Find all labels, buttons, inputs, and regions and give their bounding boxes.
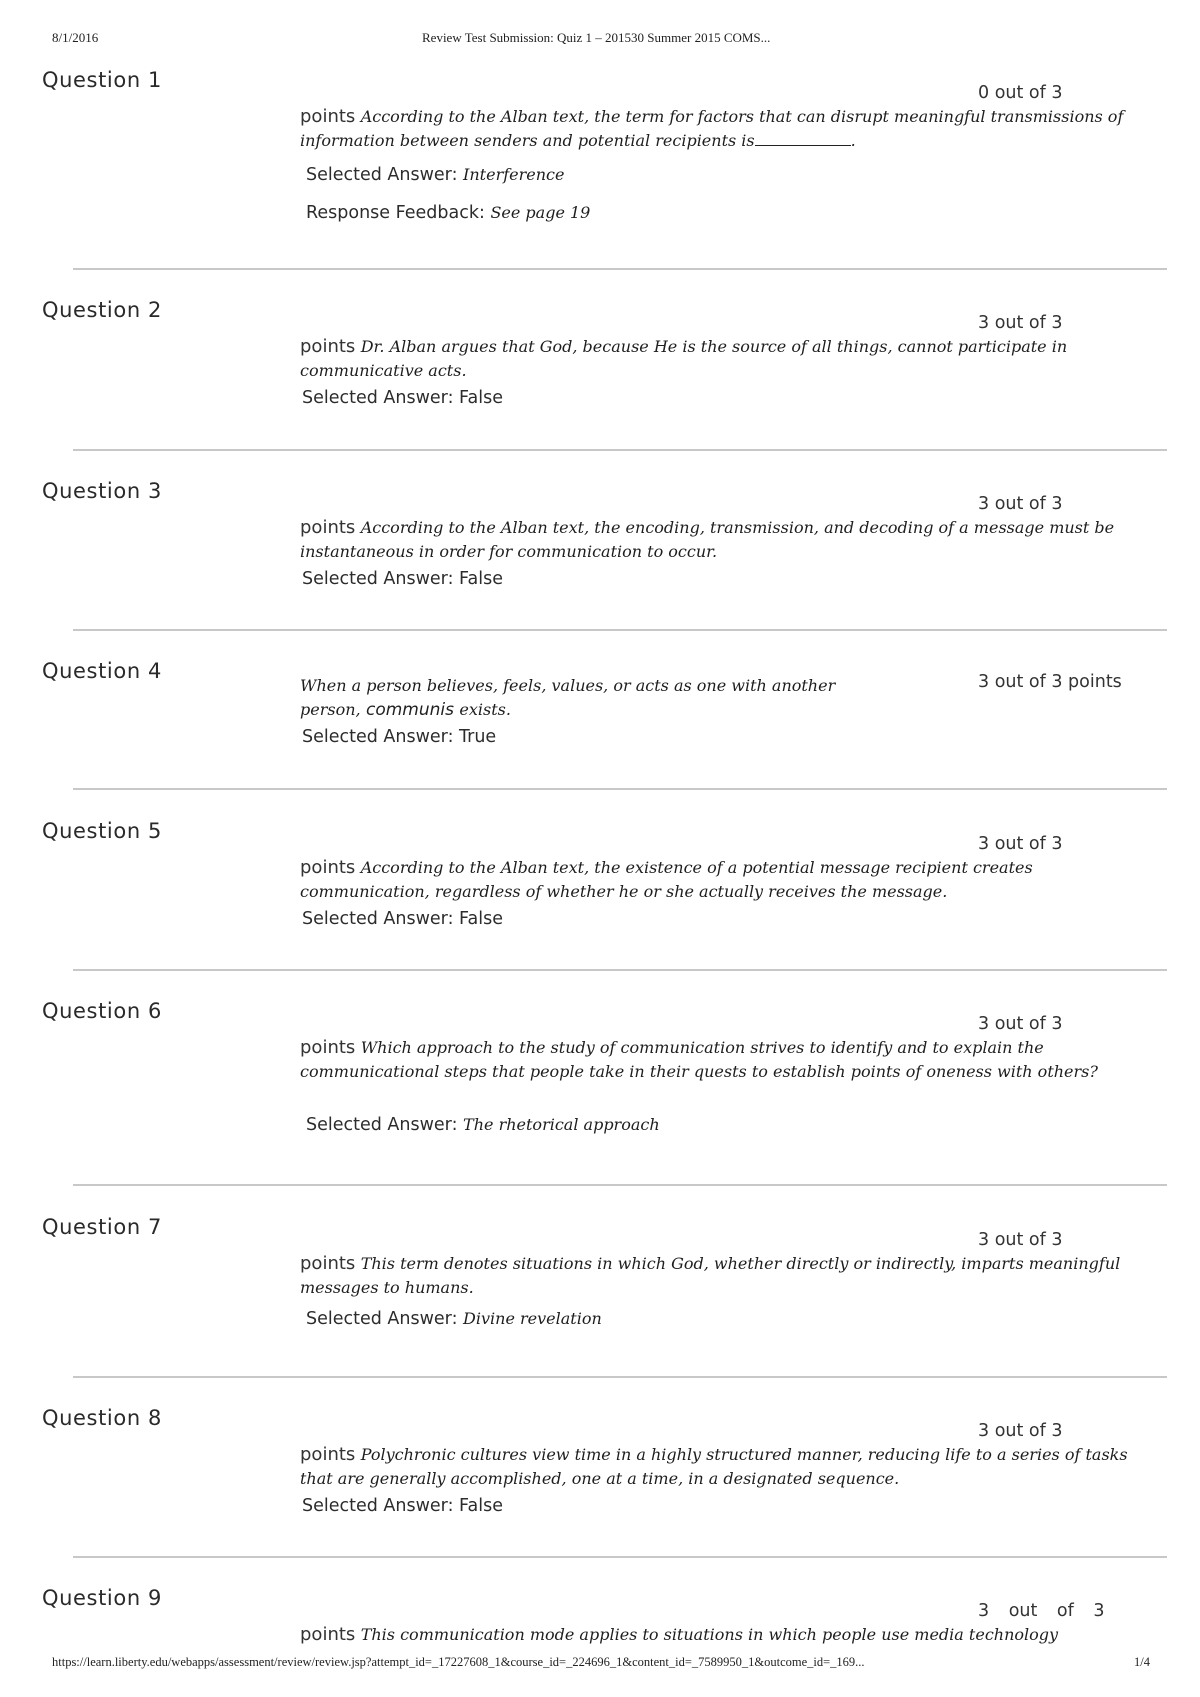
page-number: 1/4 [1134,1655,1150,1669]
selected-answer-value: Interference [463,165,565,184]
selected-answer: Selected Answer: False [302,569,503,589]
divider [73,788,1167,790]
question-text: This term denotes situations in which God, whether directly or indirectly, imparts meaningful messages to humans. [300,1254,1121,1297]
question-score: 3 out of 3 [978,1014,1063,1034]
selected-answer-value: Divine revelation [463,1309,602,1328]
question-title: Question 1 [42,68,162,92]
response-feedback-value: See page 19 [490,203,591,222]
question-title: Question 4 [42,659,162,683]
selected-answer: Selected Answer: True [302,727,497,747]
question-body [300,1252,1130,1300]
print-date: 8/1/2016 [52,30,99,45]
response-feedback [306,203,590,223]
question-body: points According to the Alban text, the term for factors that can disrupt meaningful transmissions of information between senders and potential recipients is . [300,106,1124,150]
points-label: points [300,517,356,538]
divider [73,629,1167,631]
question-body [300,1443,1130,1491]
divider [73,1556,1167,1558]
selected-answer-value: The rhetorical approach [463,1115,660,1134]
question-title: Question 2 [42,298,162,322]
divider [73,1184,1167,1186]
selected-answer-label: Selected Answer: [306,1309,458,1329]
question-text: According to the Alban text, the term for factors that can disrupt meaningful transmissions of information between senders and potential recipients is [300,107,1124,150]
question-text: Which approach to the study of communication strives to identify and to explain the communicational steps that people take in their quests to establish points of oneness with others? [300,1038,1098,1081]
question-title: Question 8 [42,1406,162,1430]
points-label: points [300,1253,356,1274]
question-score: 3 out of 3 [978,494,1063,514]
question-body [300,1036,1130,1084]
question-title: Question 9 [42,1586,162,1610]
question-title: Question 3 [42,479,162,503]
selected-answer: Selected Answer: False [302,909,503,929]
question-body [300,335,1130,383]
question-text: According to the Alban text, the encoding, transmission, and decoding of a message must be instantaneous in order for communication to occur. [300,518,1115,561]
points-label: points [300,1444,356,1465]
selected-answer-label: Selected Answer: [306,1115,458,1135]
question-score: 3 out of 3 points [978,672,1122,692]
question-title: Question 6 [42,999,162,1023]
question-text: This communication mode applies to situations in which people use media technology [360,1625,1059,1644]
question-body [300,856,1130,904]
answer-blank [755,131,851,146]
selected-answer [306,165,564,185]
question-text: According to the Alban text, the existence of a potential message recipient creates communication, regardless of whether he or she actually receives the message. [300,858,1033,901]
selected-answer [306,1309,602,1329]
question-score: 3 out of 3 [978,1421,1063,1441]
question-body [300,1623,1130,1647]
question-score: 0 out of 3 [978,83,1063,103]
points-label: points [300,106,356,127]
divider [73,969,1167,971]
question-score: 3 out of 3 [978,313,1063,333]
question-title: Question 7 [42,1215,162,1239]
question-score: 3 out of 3 [978,834,1063,854]
question-score: 3 out of 3 [978,1230,1063,1250]
divider [73,268,1167,270]
selected-answer: Selected Answer: False [302,388,503,408]
print-header [0,30,1200,50]
term-communis: communis [366,700,454,720]
print-footer [0,1655,1200,1675]
divider [73,449,1167,451]
selected-answer [306,1115,660,1135]
points-label: points [300,1037,356,1058]
points-label: points [300,1624,356,1645]
divider [73,1376,1167,1378]
selected-answer-label: Selected Answer: [306,165,458,185]
question-text: Polychronic cultures view time in a highly structured manner, reducing life to a series of tasks that are generally accomplished, one at a time, in a designated sequence. [300,1445,1128,1488]
points-label: points [300,336,356,357]
question-body: When a person believes, feels, values, or acts as one with another person, communis exists. [300,676,836,720]
question-score: 3 out of 3 [978,1601,1105,1621]
response-feedback-label: Response Feedback: [306,203,485,223]
selected-answer: Selected Answer: False [302,1496,503,1516]
question-body [300,516,1130,564]
print-url: https://learn.liberty.edu/webapps/assessment/review/review.jsp?attempt_id=_17227608_1&course_id=_224696_1&content_id=_7589950_1&outcome_id=_169... [52,1655,865,1669]
question-text: Dr. Alban argues that God, because He is the source of all things, cannot participate in communicative acts. [300,337,1068,380]
question-title: Question 5 [42,819,162,843]
question-text: When a person believes, feels, values, or acts as one with another person, [300,676,836,719]
print-title: Review Test Submission: Quiz 1 – 201530 Summer 2015 COMS... [422,30,771,45]
points-label: points [300,857,356,878]
